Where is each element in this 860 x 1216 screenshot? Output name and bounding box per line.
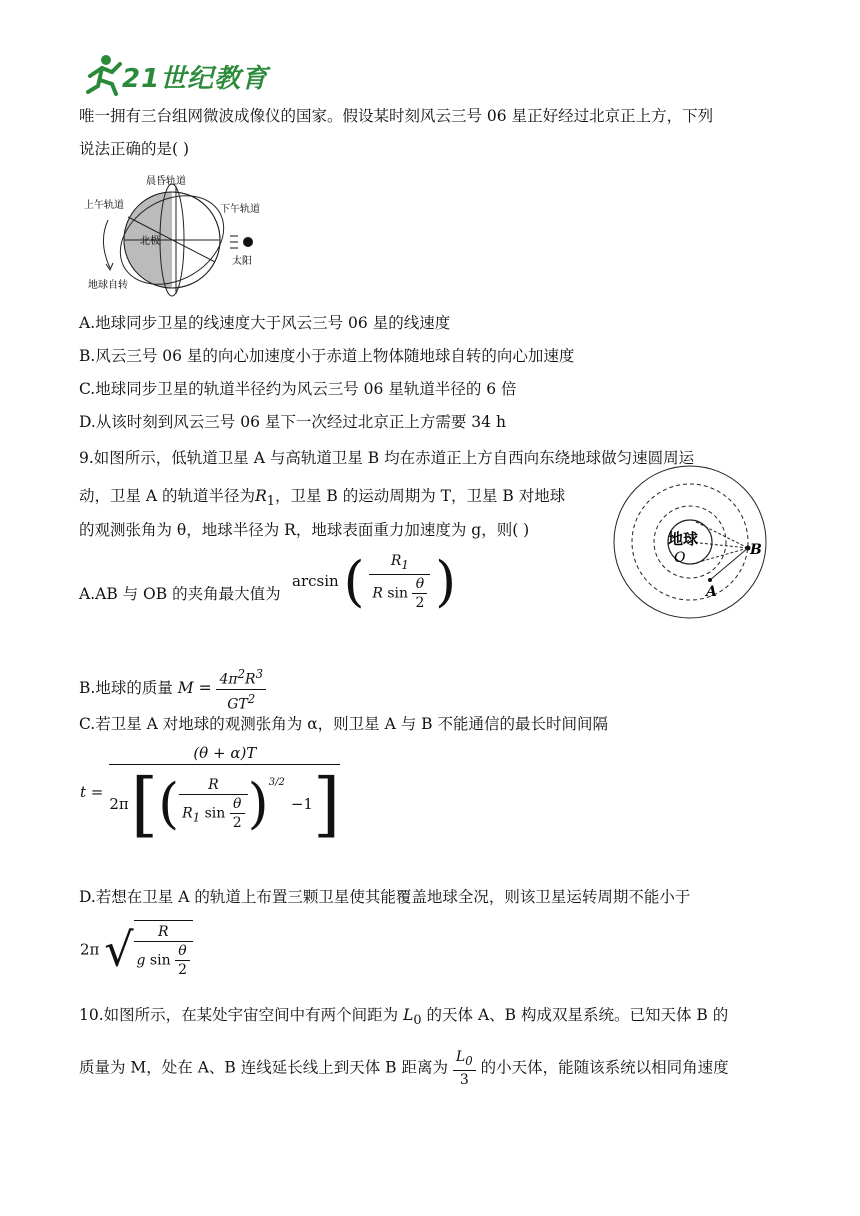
label-afternoon-orbit: 下午轨道 [220, 204, 260, 215]
orbit-diagram [80, 172, 285, 300]
label-north-pole: 北极 [140, 236, 160, 247]
label-sun: 太阳 [232, 256, 252, 267]
q9-option-b: B.地球的质量 M = $\frac{4\pi^2R^3}{GT^2}$ [79, 665, 266, 713]
satellite-orbit-diagram [612, 462, 772, 622]
q8-option-b: B.风云三号 06 星的向心加速度小于赤道上物体随地球自转的向心加速度 [79, 347, 575, 365]
label-earth-rotation: 地球自转 [88, 280, 128, 291]
formula-time: t = (θ + α)T 2π [ ( R $R_1$ sin $\frac{\theta}{2}$ ) 3/2 −1 ] [80, 744, 341, 845]
q8-option-c: C.地球同步卫星的轨道半径约为风云三号 06 星轨道半径的 6 倍 [79, 380, 517, 398]
label-b: B [750, 542, 762, 558]
q9-option-a: A.AB 与 OB 的夹角最大值为 [79, 585, 281, 603]
q8-option-d: D.从该时刻到风云三号 06 星下一次经过北京正上方需要 34 h [79, 413, 506, 431]
q9-stem-1: 9.如图所示，低轨道卫星 A 与高轨道卫星 B 均在赤道正上方自西向东绕地球做匀速圆周运 [79, 449, 695, 467]
q8-option-a: A.地球同步卫星的线速度大于风云三号 06 星的线速度 [79, 314, 451, 332]
intro-line-1: 唯一拥有三台组网微波成像仪的国家。假设某时刻风云三号 06 星正好经过北京正上方，下列 [79, 107, 714, 125]
q9-option-d: D.若想在卫星 A 的轨道上布置三颗卫星使其能覆盖地球全况，则该卫星运转周期不能小于 [79, 888, 691, 906]
label-morning-orbit: 上午轨道 [84, 200, 124, 211]
label-o: O [674, 550, 686, 566]
label-a: A [706, 584, 717, 600]
label-earth: 地球 [668, 530, 699, 548]
formula-period: 2π √ R g sin $\frac{\theta}{2}$ [80, 920, 193, 979]
q9-stem-2: 动，卫星 A 的轨道半径为$R_1$，卫星 B 的运动周期为 T，卫星 B 对地球 [79, 487, 566, 510]
q10-line-2: 质量为 M，处在 A、B 连线延长线上到天体 B 距离为 $\frac{L_0}{3}$ 的小天体，能随该系统以相同角速度 [79, 1049, 729, 1088]
q9-stem-3: 的观测张角为 θ，地球半径为 R，地球表面重力加速度为 g，则( ) [79, 521, 530, 539]
intro-line-2: 说法正确的是( ) [79, 140, 190, 158]
logo-text: 21世纪教育 [122, 64, 269, 94]
sun-icon [243, 237, 253, 247]
label-dawn-orbit: 晨昏轨道 [146, 176, 186, 187]
q10-line-1: 10.如图所示，在某处宇宙空间中有两个间距为 $L_0$ 的天体 A、B 构成双星系统。已知天体 B 的 [79, 1006, 729, 1029]
q9-option-c: C.若卫星 A 对地球的观测张角为 α，则卫星 A 与 B 不能通信的最长时间间隔 [79, 715, 608, 733]
formula-arcsin: arcsin ( $R_1$ R sin $\frac{\theta}{2}$ ) [292, 549, 457, 613]
